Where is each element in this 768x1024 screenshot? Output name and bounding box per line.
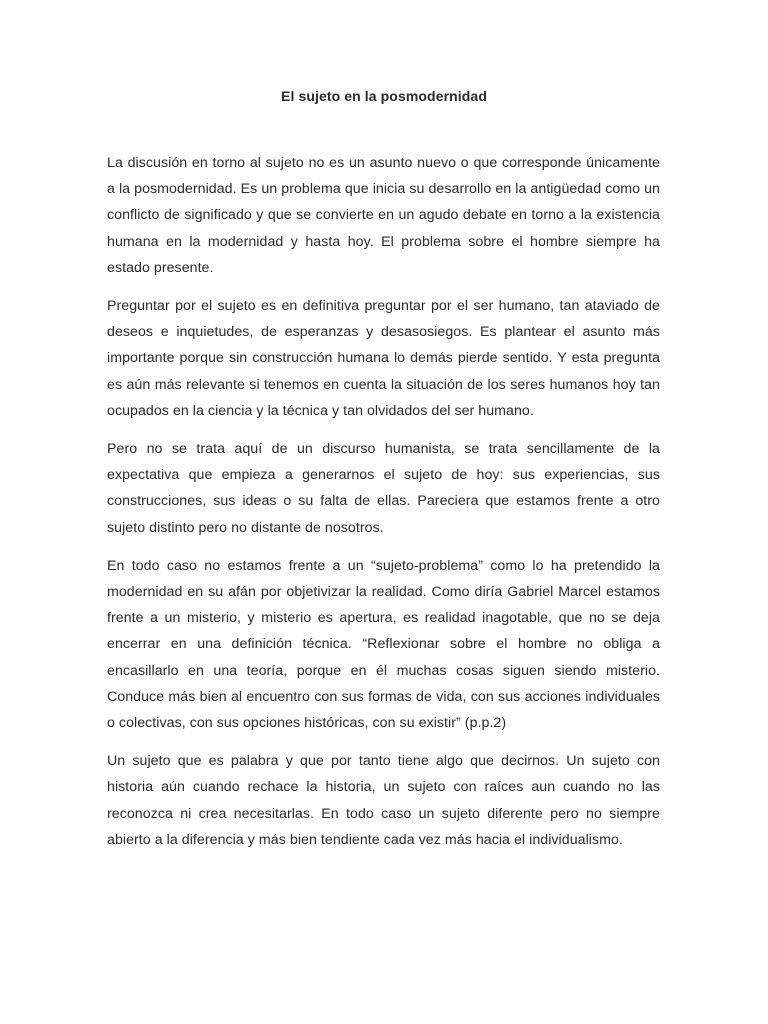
document-body — [107, 150, 660, 865]
paragraph-3: Pero no se trata aquí de un discurso humanista, se trata sencillamente de la expectativa que empieza a generarnos el sujeto de hoy: sus experiencias, sus construcciones, sus ideas o su falta de ellas. Pareciera que estamos frente a otro sujeto distinto pero no distante de nosotros. — [107, 441, 660, 536]
document-title: El sujeto en la posmodernidad — [281, 88, 487, 104]
paragraph-2: Preguntar por el sujeto es en definitiva preguntar por el ser humano, tan ataviado de deseos e inquietudes, de esperanzas y desasosiegos. Es plantear el asunto más importante porque sin construcción humana lo demás pierde sentido. Y esta pregunta es aún más relevante si tenemos en cuenta la situación de los seres humanos hoy tan ocupados en la ciencia y la técnica y tan olvidados del ser humano. — [107, 298, 660, 419]
paragraph-1: La discusión en torno al sujeto no es un asunto nuevo o que corresponde únicamente a la posmodernidad. Es un problema que inicia su desarrollo en la antigüedad como un conflicto de significado y que se convierte en un agudo debate en torno a la existencia humana en la modernidad y hasta hoy. El problema sobre el hombre siempre ha estado presente. — [107, 155, 660, 276]
paragraph-4: En todo caso no estamos frente a un “sujeto-problema” como lo ha pretendido la modernidad en su afán por objetivizar la realidad. Como diría Gabriel Marcel estamos frente a un misterio, y misterio es apertura, es realidad inagotable, que no se deja encerrar en una definición técnica. “Reflexionar sobre el hombre no obliga a encasillarlo en una teoría, porque en él muchas cosas siguen siendo misterio. Conduce más bien al encuentro con sus formas de vida, con sus acciones individuales o colectivas, con sus opciones históricas, con su existir” (p.p.2) — [107, 557, 660, 732]
paragraph-5: Un sujeto que es palabra y que por tanto tiene algo que decirnos. Un sujeto con historia aún cuando rechace la historia, un sujeto con raíces aun cuando no las reconozca ni crea necesitarlas. En todo caso un sujeto diferente pero no siempre abierto a la diferencia y más bien tendiente cada vez más hacia el individualismo. — [107, 753, 660, 848]
